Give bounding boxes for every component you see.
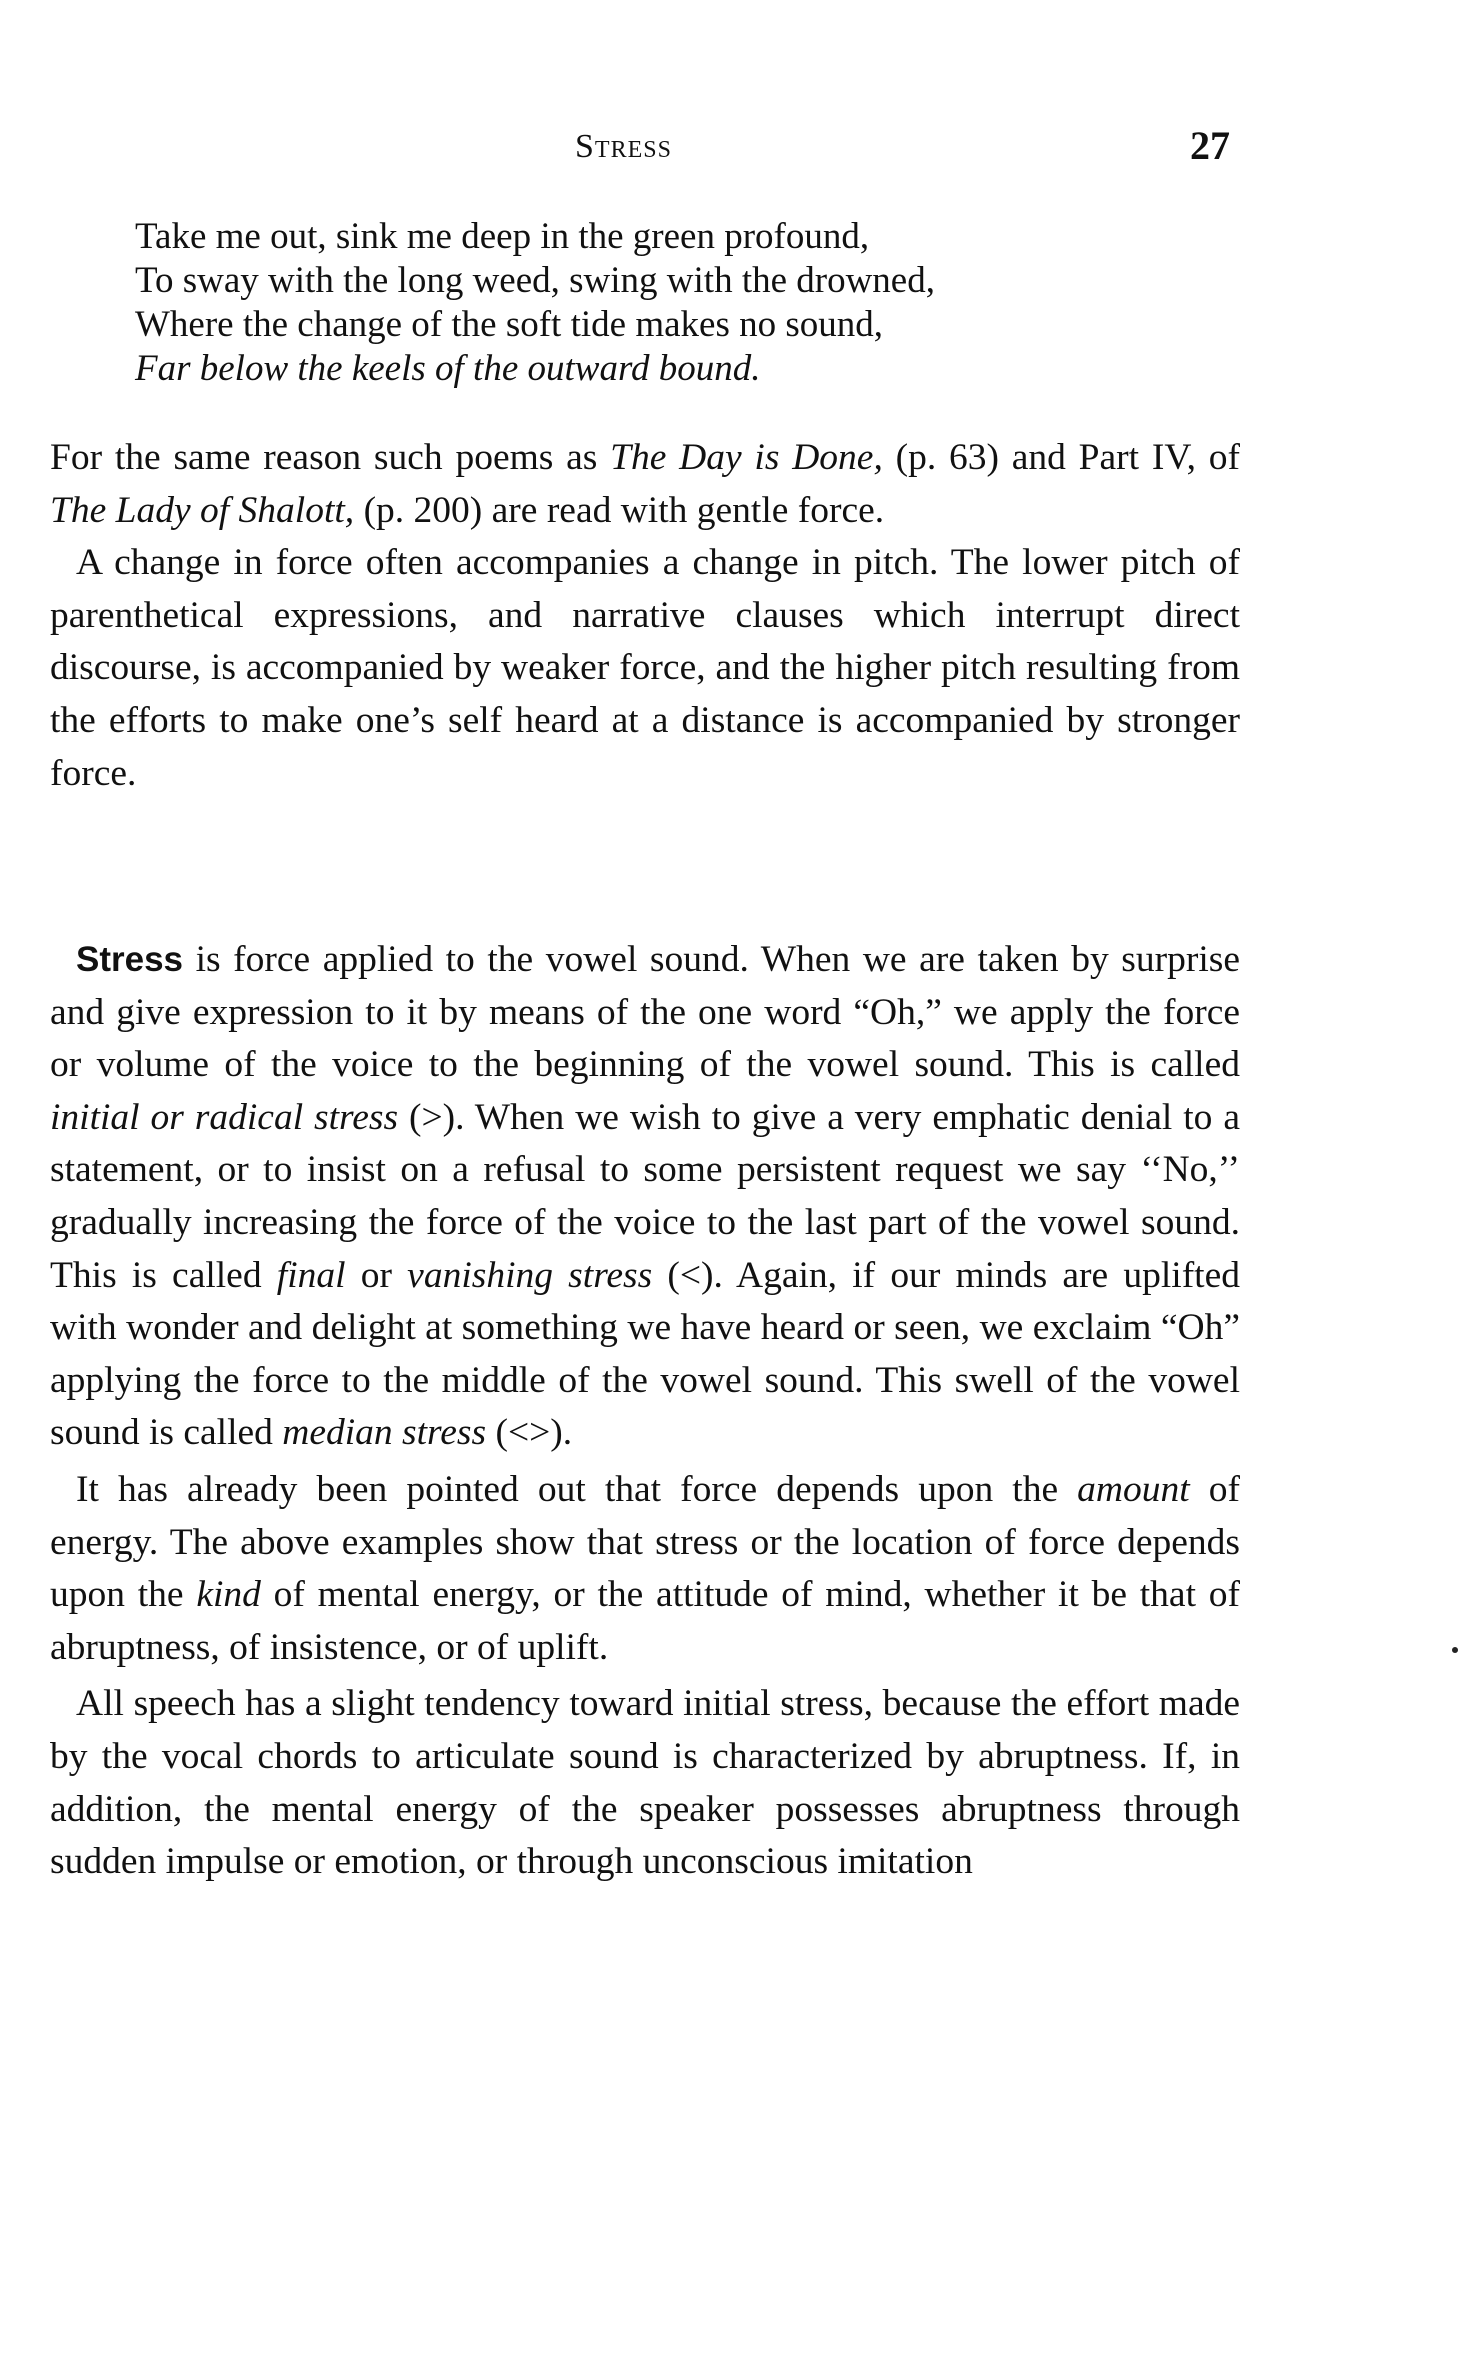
paragraph-text: is force applied to the vowel sound. When we are taken by surprise and give expression to it by means of the one word “Oh,” we apply the force or volume of the voice to the beginning of the vowel sound. This is called (50, 939, 1240, 1086)
poem-quotation (135, 215, 1255, 391)
running-head (0, 122, 1476, 182)
poem-title: The Lady of Shalott, (50, 489, 355, 531)
term-stress: Stress (76, 940, 184, 979)
term-median-stress: median stress (282, 1412, 487, 1454)
paragraph-text: (<>). (486, 1412, 573, 1454)
body-block-force (50, 432, 1240, 800)
term-vanishing-stress: vanishing stress (407, 1254, 653, 1296)
paragraph-text: For the same reason such poems as (50, 437, 611, 478)
poem-line: Take me out, sink me deep in the green profound, (135, 216, 870, 257)
paragraph-text: or (345, 1254, 408, 1296)
poem-line: To sway with the long weed, swing with the drowned, (135, 260, 935, 301)
poem-line: Where the change of the soft tide makes no sound, (135, 304, 883, 345)
page-number: 27 (1190, 123, 1230, 168)
emphasis-amount: amount (1077, 1468, 1190, 1510)
paragraph-mental-energy (50, 1464, 1240, 1674)
term-final: final (276, 1254, 346, 1296)
poem-title: The Day is Done, (610, 437, 883, 478)
term-initial-stress: initial or radical stress (50, 1096, 399, 1138)
paragraph-stress-definition (50, 934, 1240, 1460)
paragraph-pitch-change: A change in force often accompanies a change in pitch. The lower pitch of parenthetical expressions, and narrative clauses which interrupt direct discourse, is accompanied by weaker force, and the higher pitch resulting from the efforts to make one’s self heard at a distance is accompanied by stronger force. (50, 542, 1240, 794)
paragraph-text: It has already been pointed out that force depends upon the (76, 1468, 1078, 1510)
paragraph-text: of energy. The above examples show that stress or the location of force depends upon the (50, 1468, 1240, 1616)
paragraph-gentle-force (50, 432, 1240, 537)
paragraph-initial-tendency: All speech has a slight tendency toward initial stress, because the effort made by the vocal chords to articulate sound is characterized by abruptness. If, in addition, the mental energy of the speaker possesses abruptness through sudden impulse or emotion, or through unconscious imitation (50, 1683, 1240, 1883)
body-block-stress (50, 934, 1240, 1889)
paragraph-text: (>). When we wish to give a very emphatic denial to a statement, or to insist on a refusal to some persistent request we say ‘‘No,’’ gradually increasing the force of the voice to the last part of the vowel sound. This is called (50, 1096, 1240, 1296)
margin-mark (1452, 1647, 1458, 1653)
paragraph-text: (<). Again, if our minds are uplifted with wonder and delight at something we have heard or seen, we exclaim “Oh” applying the force to the middle of the vowel sound. This swell of the vowel sound is called (50, 1254, 1240, 1454)
paragraph-text: (p. 63) and Part IV, of (882, 437, 1240, 478)
paragraph-text: of mental energy, or the attitude of mind, whether it be that of abruptness, of insistence, or of uplift. (50, 1574, 1240, 1668)
running-title: Stress (575, 128, 672, 165)
paragraph-text: (p. 200) are read with gentle force. (354, 489, 885, 531)
emphasis-kind: kind (196, 1574, 261, 1616)
poem-line: Far below the keels of the outward bound. (135, 348, 761, 389)
